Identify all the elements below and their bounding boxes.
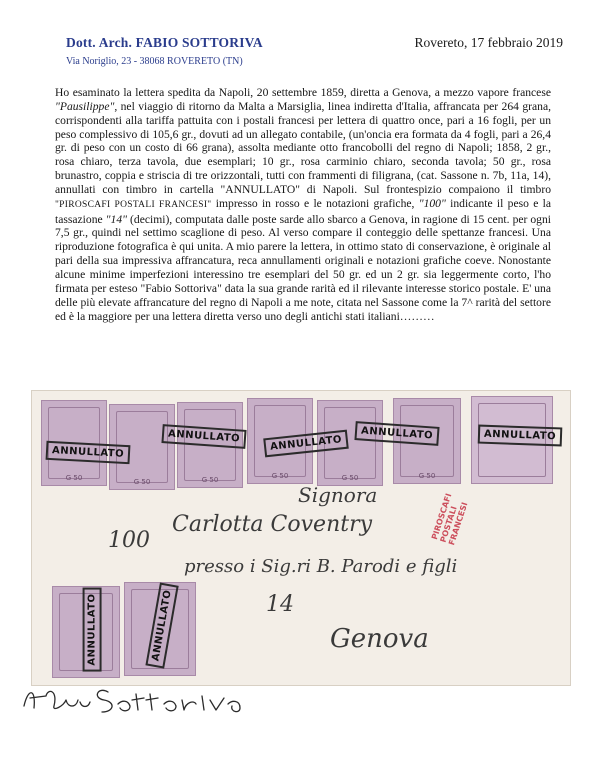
stamp-50-grana: G 50 bbox=[247, 398, 313, 484]
address-line-2: Carlotta Coventry bbox=[172, 512, 373, 537]
annullato-cancel: ANNULLATO bbox=[145, 582, 178, 668]
expert-address: Via Noriglio, 23 - 38068 ROVERETO (TN) bbox=[66, 56, 243, 67]
stamp-50-grana: G 50 bbox=[41, 400, 107, 486]
address-line-1: Signora bbox=[298, 483, 378, 507]
annullato-cancel: ANNULLATO bbox=[478, 425, 563, 447]
weight-note-text: "100" bbox=[418, 196, 446, 210]
text-part: impresso in rosso e le notazioni grafiche, bbox=[211, 196, 419, 210]
ship-name: "Pausilippe" bbox=[55, 99, 115, 113]
annullato-cancel: ANNULLATO bbox=[46, 441, 131, 464]
text-part: (decimi), computata dalle poste sarde allo sbarco a Genova, in ragione di 15 cent. per ogni 7,5 gr., quindi nel settimo scaglione di peso. Al verso compare il conteggio delle spettanze francesi. Una riproduzione fotografica è qui unita. A mio parere la lettera, in ottimo stato di conservazione, è originale al pari della sua impressiva affrancatura, reca annullamenti originali e notazioni grafiche coeve. Nonostante alcune minime imperfezioni interessino tre esemplari del 50 gr. ed un 2 gr. sia leggermente corto, l'ho firmata per esteso "Fabio Sottoriva" data la sua grande rarità ed il rilevante interesse storico postale. E' una delle più elevate affrancature del regno di Napoli a me note, citata nel Sassone come la 7^ rarità del settore ed è la maggiore per una lettera diretta verso uno degli antichi stati italiani……… bbox=[55, 212, 551, 323]
text-part: indicante il peso e la tassazione bbox=[55, 196, 552, 226]
stamp-50-grana: G 50 bbox=[109, 404, 175, 490]
stamp-50-grana: G 50 bbox=[317, 400, 383, 486]
text-part: Ho esaminato la lettera spedita da Napoli, 20 settembre 1859, diretta a Genova, a mezzo vapore francese bbox=[55, 86, 551, 99]
expert-signature bbox=[18, 678, 258, 718]
tax-notation: 14 bbox=[266, 592, 294, 617]
red-transit-stamp: PIROSCAFI POSTALI FRANCESI bbox=[430, 492, 470, 547]
certificate-date: Rovereto, 17 febbraio 2019 bbox=[414, 35, 563, 50]
expert-name: Dott. Arch. FABIO SOTTORIVA bbox=[66, 35, 263, 50]
tax-note-text: "14" bbox=[105, 212, 128, 226]
annullato-cancel: ANNULLATO bbox=[161, 424, 246, 449]
certificate-text bbox=[55, 86, 551, 323]
stamp-50-grana: G 50 bbox=[177, 402, 243, 488]
annullato-cancel: ANNULLATO bbox=[263, 430, 349, 458]
stamp-50-grana: G 50 bbox=[393, 398, 461, 484]
red-stamp-text: "PIROSCAFI POSTALI FRANCESI" bbox=[55, 199, 212, 210]
annullato-cancel: ANNULLATO bbox=[354, 421, 439, 446]
address-line-3: presso i Sig.ri B. Parodi e figli bbox=[184, 556, 458, 577]
annullato-cancel: ANNULLATO bbox=[83, 587, 102, 671]
weight-notation: 100 bbox=[108, 528, 150, 553]
text-part: , nel viaggio di ritorno da Malta a Marsiglia, linea indiretta d'Italia, affrancata per 264 grana, corrispondenti alla tariffa pattuita con i postali francesi per lettera di quattro once, pari a 16 fogli, per un peso complessivo di 105,6 gr., dovuti ad un allegato contabile, (un'oncia era formata da 4 fogli, pari a 26,4 gr. di peso con un costo di 66 grana), assolta mediante otto francobolli del regno di Napoli; 1858, 2 gr., rosa chiaro, terza tavola, due esemplari; 10 gr., rosa carminio chiaro, seconda tavola; 50 gr., rosa brunastro, coppia e striscia di tre orizzontali, tutti con frammenti di filigrana, (cat. Sassone n. 7b, 11a, 14), annullati con timbro in cartella "ANNULLATO" di Napoli. Sul frontespizio compaiono il timbro bbox=[55, 99, 551, 196]
address-city: Genova bbox=[330, 624, 429, 654]
